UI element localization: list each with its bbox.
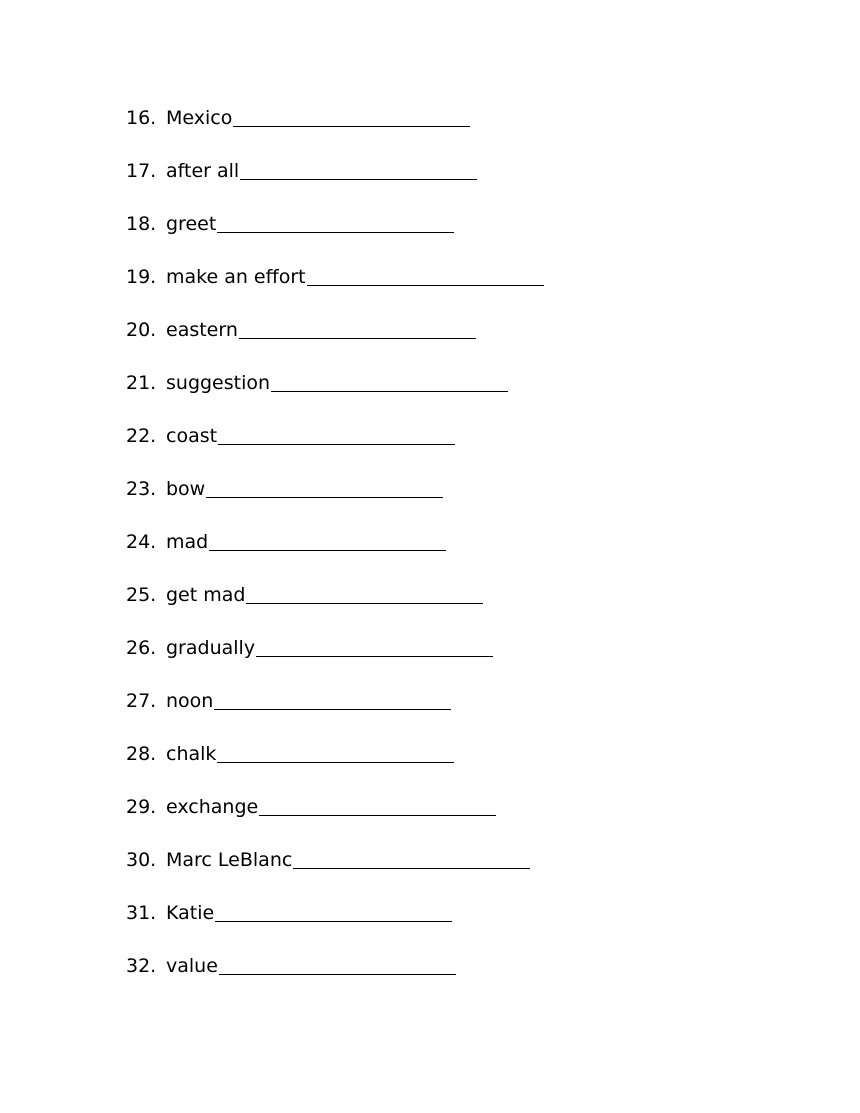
answer-blank[interactable] xyxy=(240,157,477,180)
item-term: mad xyxy=(166,531,209,553)
item-term: Katie xyxy=(166,902,215,924)
item-term: gradually xyxy=(166,637,256,659)
item-number: 28. xyxy=(126,743,157,765)
item-term: bow xyxy=(166,478,206,500)
answer-blank[interactable] xyxy=(219,952,456,975)
item-number: 31. xyxy=(126,902,157,924)
list-item xyxy=(126,846,544,899)
item-number: 20. xyxy=(126,319,157,341)
answer-blank[interactable] xyxy=(307,263,544,286)
answer-blank[interactable] xyxy=(271,369,508,392)
list-item xyxy=(126,369,544,422)
answer-blank[interactable] xyxy=(239,316,476,339)
list-item xyxy=(126,687,544,740)
item-number: 17. xyxy=(126,160,157,182)
item-number: 32. xyxy=(126,955,157,977)
list-item xyxy=(126,316,544,369)
item-term: noon xyxy=(166,690,214,712)
list-item xyxy=(126,210,544,263)
vocabulary-list xyxy=(126,104,544,1005)
item-number: 23. xyxy=(126,478,157,500)
list-item xyxy=(126,475,544,528)
item-term: coast xyxy=(166,425,218,447)
item-term: chalk xyxy=(166,743,217,765)
answer-blank[interactable] xyxy=(217,210,454,233)
item-term: after all xyxy=(166,160,240,182)
item-number: 18. xyxy=(126,213,157,235)
item-term: Mexico xyxy=(166,107,233,129)
item-term: get mad xyxy=(166,584,246,606)
answer-blank[interactable] xyxy=(293,846,530,869)
item-number: 19. xyxy=(126,266,157,288)
answer-blank[interactable] xyxy=(246,581,483,604)
list-item xyxy=(126,793,544,846)
answer-blank[interactable] xyxy=(209,528,446,551)
item-number: 16. xyxy=(126,107,157,129)
answer-blank[interactable] xyxy=(259,793,496,816)
list-item xyxy=(126,528,544,581)
list-item xyxy=(126,740,544,793)
answer-blank[interactable] xyxy=(215,899,452,922)
item-term: value xyxy=(166,955,218,977)
answer-blank[interactable] xyxy=(206,475,443,498)
item-number: 30. xyxy=(126,849,157,871)
list-item xyxy=(126,263,544,316)
item-number: 29. xyxy=(126,796,157,818)
list-item xyxy=(126,104,544,157)
list-item xyxy=(126,581,544,634)
item-number: 22. xyxy=(126,425,157,447)
answer-blank[interactable] xyxy=(256,634,493,657)
list-item xyxy=(126,952,544,1005)
item-term: make an effort xyxy=(166,266,306,288)
item-term: exchange xyxy=(166,796,259,818)
item-term: Marc LeBlanc xyxy=(166,849,293,871)
item-number: 26. xyxy=(126,637,157,659)
item-term: greet xyxy=(166,213,217,235)
answer-blank[interactable] xyxy=(233,104,470,127)
answer-blank[interactable] xyxy=(217,740,454,763)
list-item xyxy=(126,157,544,210)
item-number: 21. xyxy=(126,372,157,394)
answer-blank[interactable] xyxy=(218,422,455,445)
item-number: 24. xyxy=(126,531,157,553)
item-number: 25. xyxy=(126,584,157,606)
list-item xyxy=(126,634,544,687)
answer-blank[interactable] xyxy=(214,687,451,710)
list-item xyxy=(126,422,544,475)
list-item xyxy=(126,899,544,952)
item-term: eastern xyxy=(166,319,238,341)
item-term: suggestion xyxy=(166,372,271,394)
item-number: 27. xyxy=(126,690,157,712)
